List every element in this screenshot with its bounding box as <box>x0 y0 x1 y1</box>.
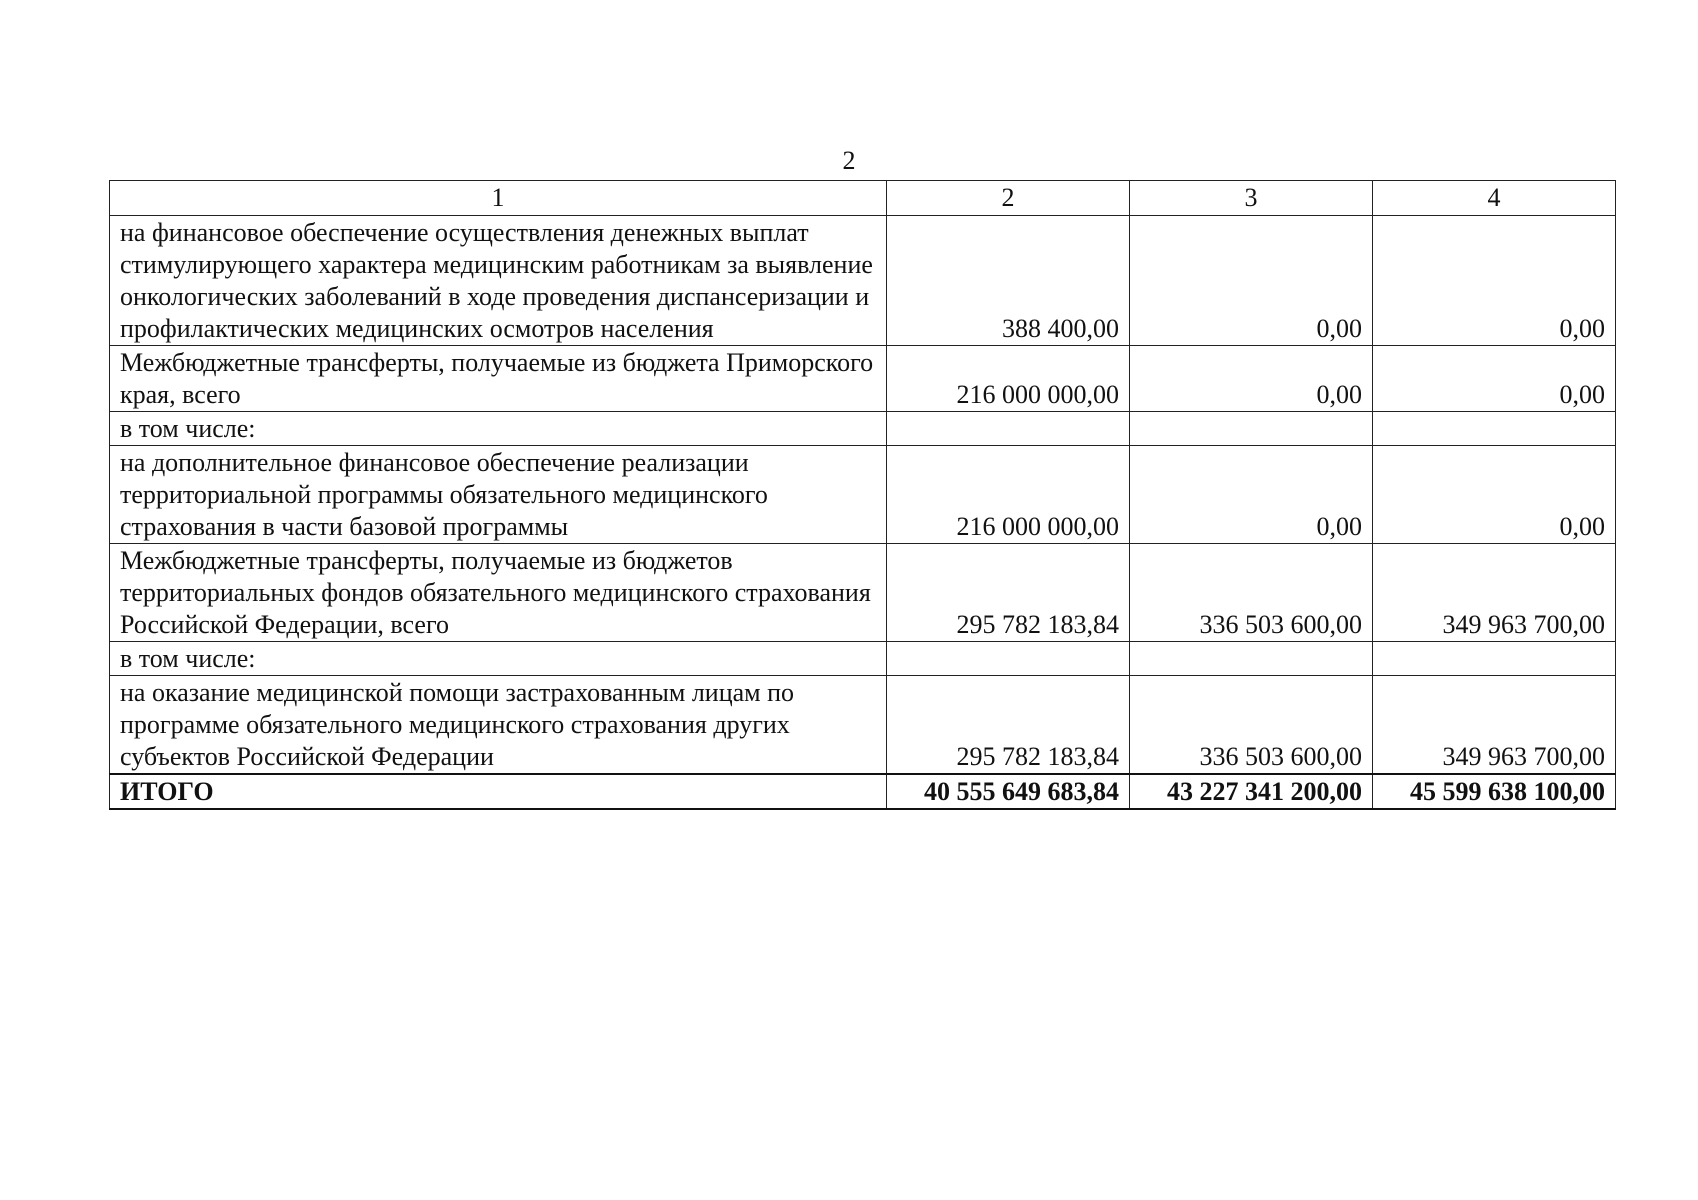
row-value <box>1130 412 1373 446</box>
total-row <box>110 774 1616 809</box>
row-value: 216 000 000,00 <box>887 446 1130 544</box>
row-value: 349 963 700,00 <box>1373 676 1616 775</box>
row-label: Межбюджетные трансферты, получаемые из бюджета Приморского края, всего <box>110 346 887 412</box>
row-label: в том числе: <box>110 412 887 446</box>
row-label: на финансовое обеспечение осуществления денежных выплат стимулирующего характера медицинским работникам за выявление онкологических заболеваний в ходе проведения диспансеризации и профилактических медицинских осмотров населения <box>110 216 887 346</box>
row-value <box>887 412 1130 446</box>
total-label: ИТОГО <box>110 774 887 809</box>
total-value: 45 599 638 100,00 <box>1373 774 1616 809</box>
row-value: 0,00 <box>1130 346 1373 412</box>
row-value: 295 782 183,84 <box>887 544 1130 642</box>
table-row <box>110 346 1616 412</box>
row-label: Межбюджетные трансферты, получаемые из бюджетов территориальных фондов обязательного медицинского страхования Российской Федерации, всего <box>110 544 887 642</box>
table-row <box>110 642 1616 676</box>
row-value <box>1373 642 1616 676</box>
column-header: 3 <box>1130 181 1373 216</box>
row-value: 388 400,00 <box>887 216 1130 346</box>
row-label: на дополнительное финансовое обеспечение реализации территориальной программы обязательного медицинского страхования в части базовой программы <box>110 446 887 544</box>
total-value: 40 555 649 683,84 <box>887 774 1130 809</box>
row-label: на оказание медицинской помощи застрахованным лицам по программе обязательного медицинского страхования других субъектов Российской Федерации <box>110 676 887 775</box>
row-value: 295 782 183,84 <box>887 676 1130 775</box>
row-value: 0,00 <box>1130 216 1373 346</box>
row-label: в том числе: <box>110 642 887 676</box>
table-header-row <box>110 181 1616 216</box>
row-value: 0,00 <box>1130 446 1373 544</box>
column-header: 4 <box>1373 181 1616 216</box>
column-header: 1 <box>110 181 887 216</box>
row-value: 0,00 <box>1373 216 1616 346</box>
row-value: 216 000 000,00 <box>887 346 1130 412</box>
table-row <box>110 412 1616 446</box>
row-value: 336 503 600,00 <box>1130 676 1373 775</box>
row-value: 0,00 <box>1373 446 1616 544</box>
row-value: 349 963 700,00 <box>1373 544 1616 642</box>
column-header: 2 <box>887 181 1130 216</box>
row-value <box>1373 412 1616 446</box>
page-number <box>0 146 1698 176</box>
table-row <box>110 544 1616 642</box>
table-row <box>110 676 1616 775</box>
table-row <box>110 216 1616 346</box>
row-value: 336 503 600,00 <box>1130 544 1373 642</box>
page-number-text: 2 <box>842 146 856 175</box>
table-row <box>110 446 1616 544</box>
budget-table <box>109 180 1616 810</box>
total-value: 43 227 341 200,00 <box>1130 774 1373 809</box>
row-value <box>1130 642 1373 676</box>
row-value <box>887 642 1130 676</box>
row-value: 0,00 <box>1373 346 1616 412</box>
